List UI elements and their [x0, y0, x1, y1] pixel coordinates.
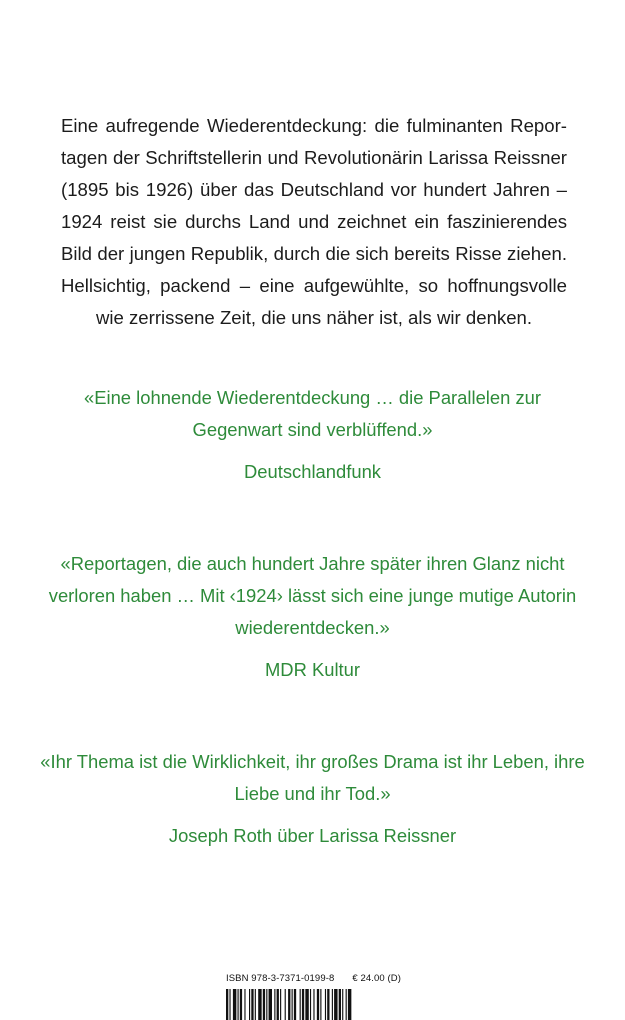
quote-source: Joseph Roth über Larissa Reissner [168, 825, 457, 846]
barcode-bar [244, 989, 245, 1020]
quote-text: «Ihr Thema ist die Wirklichkeit, ihr großes Drama ist ihr Leben, ihre Liebe und ihr Tod.» [40, 751, 585, 804]
barcode-bar [274, 989, 275, 1020]
barcode-bar [305, 989, 308, 1020]
review-quote [40, 746, 585, 852]
barcode-bar [288, 989, 290, 1020]
quote-source: Deutschlandfunk [244, 461, 381, 482]
blurb-text: Eine aufregende Wiederentdeckung: die fulminanten Reportagen der Schriftstellerin und Revolutionärin Larissa Reissner (1895 bis 1926) über das Deutschland vor hundert Jahren – 1924 reist sie durchs Land und zeichnet ein faszinierendes Bild der jungen Republik, durch die sich bereits Risse ziehen. Hellsichtig, packend – eine aufgewühlte, so hoffnungsvolle wie zerrissene Zeit, die uns näher ist, als wir denken. [61, 115, 567, 328]
barcode-bar [313, 989, 314, 1020]
review-quote [40, 382, 585, 488]
barcode-bar [292, 989, 293, 1020]
barcode-bar [258, 989, 261, 1020]
barcode-bar [240, 989, 242, 1020]
barcode-bar [342, 989, 343, 1020]
barcode-bar [263, 989, 265, 1020]
isbn-price-line [226, 972, 401, 985]
barcode-bar [285, 989, 286, 1020]
barcode-bar [277, 989, 279, 1020]
barcode-bar [339, 989, 341, 1020]
barcode-bar [346, 989, 347, 1020]
barcode-icon [226, 989, 401, 1020]
barcode-bar [317, 989, 319, 1020]
isbn-number: ISBN 978-3-7371-0199-8 [226, 973, 335, 984]
barcode-bar [229, 989, 230, 1020]
barcode-bar [266, 989, 267, 1020]
barcode-bar [310, 989, 311, 1020]
barcode-bar [334, 989, 337, 1020]
barcode-bar [251, 989, 253, 1020]
barcode-bar [255, 989, 256, 1020]
barcode-bar [294, 989, 296, 1020]
barcode-bar [226, 989, 228, 1020]
barcode-block [226, 972, 401, 1020]
barcode-bar [249, 989, 250, 1020]
price: € 24.00 (D) [352, 973, 401, 984]
barcode-bar [280, 989, 281, 1020]
barcode-bar [332, 989, 333, 1020]
barcode-bar [300, 989, 301, 1020]
barcode-bar [348, 989, 351, 1020]
barcode-bar [327, 989, 329, 1020]
quote-source: MDR Kultur [264, 659, 361, 680]
barcode-bar [233, 989, 236, 1020]
barcode-bar [325, 989, 326, 1020]
review-quote [40, 548, 585, 686]
barcode-bar [269, 989, 272, 1020]
barcode-bar [302, 989, 304, 1020]
quote-text: «Reportagen, die auch hundert Jahre später ihren Glanz nicht verloren haben … Mit ‹1924› lässt sich eine junge mutige Autorin wiederentdecken.» [48, 553, 577, 638]
quote-text: «Eine lohnende Wiederentdeckung … die Parallelen zur Gegenwart sind verblüffend.» [84, 387, 541, 440]
barcode-bar [320, 989, 321, 1020]
barcode-bar [238, 989, 239, 1020]
